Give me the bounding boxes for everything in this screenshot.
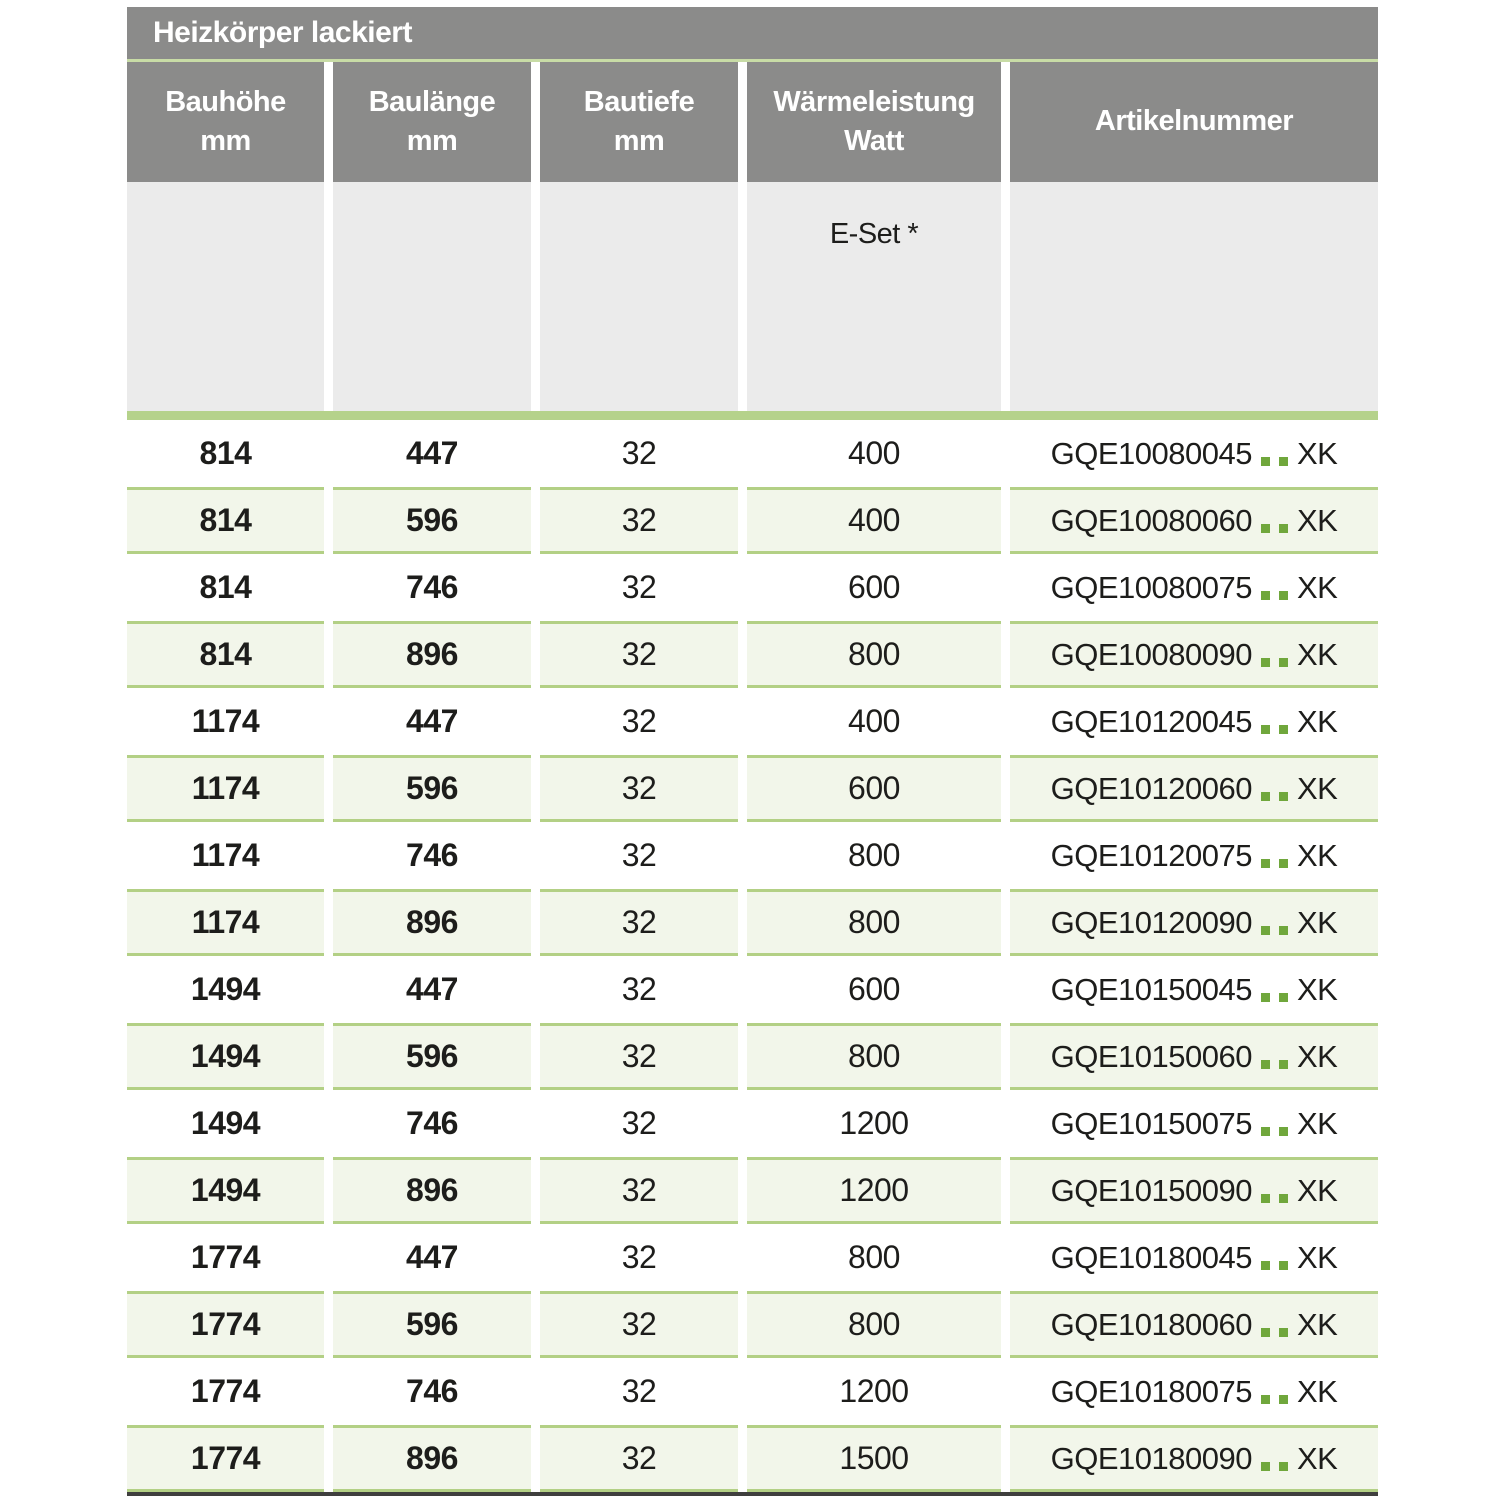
- column-header-baulaenge: [333, 62, 531, 182]
- column-header-bautiefe: [540, 62, 738, 182]
- column-header-artikelnummer: [1010, 62, 1378, 182]
- cell-artikelnummer: [1010, 889, 1378, 956]
- green-dot-icon: [1261, 1462, 1270, 1471]
- artikel-suffix: XK: [1296, 435, 1338, 471]
- artikel-suffix: XK: [1296, 1105, 1338, 1141]
- cell-artikelnummer: [1010, 554, 1378, 621]
- artikel-suffix: XK: [1296, 703, 1338, 739]
- artikel-suffix: XK: [1296, 1239, 1338, 1275]
- cell-baulaenge: 447: [333, 688, 531, 755]
- column-label: Bautiefe: [583, 85, 695, 118]
- cell-baulaenge: 746: [333, 1358, 531, 1425]
- green-dot-icon: [1279, 658, 1288, 667]
- green-dot-icon: [1261, 658, 1270, 667]
- table-row: [127, 822, 1378, 889]
- green-dot-icon: [1261, 1395, 1270, 1404]
- green-dot-icon: [1279, 591, 1288, 600]
- cell-artikelnummer: [1010, 1291, 1378, 1358]
- cell-artikelnummer: [1010, 1358, 1378, 1425]
- table-row: [127, 956, 1378, 1023]
- table-row: [127, 1291, 1378, 1358]
- artikel-prefix: GQE10080045: [1050, 435, 1252, 471]
- cell-artikelnummer: [1010, 1425, 1378, 1492]
- column-header-waermeleistung: [747, 62, 1001, 182]
- table-row: [127, 621, 1378, 688]
- artikel-placeholder-dots: [1261, 524, 1288, 533]
- table-row: [127, 1224, 1378, 1291]
- cell-baulaenge: 746: [333, 554, 531, 621]
- artikel-suffix: XK: [1296, 502, 1338, 538]
- green-dot-icon: [1261, 792, 1270, 801]
- table-row: [127, 487, 1378, 554]
- green-dot-icon: [1279, 725, 1288, 734]
- green-dot-icon: [1279, 1328, 1288, 1337]
- cell-bauhoehe: 1174: [127, 822, 324, 889]
- cell-bauhoehe: 1174: [127, 755, 324, 822]
- cell-bauhoehe: 814: [127, 487, 324, 554]
- green-dot-icon: [1279, 1462, 1288, 1471]
- artikel-suffix: XK: [1296, 1172, 1338, 1208]
- cell-baulaenge: 447: [333, 420, 531, 487]
- cell-bautiefe: 32: [540, 956, 738, 1023]
- artikel-suffix: XK: [1296, 569, 1338, 605]
- cell-watt: 800: [747, 1291, 1001, 1358]
- cell-baulaenge: 596: [333, 1291, 531, 1358]
- table-row: [127, 1358, 1378, 1425]
- cell-baulaenge: 896: [333, 621, 531, 688]
- cell-bautiefe: 32: [540, 1291, 738, 1358]
- cell-bauhoehe: 1494: [127, 1090, 324, 1157]
- artikel-suffix: XK: [1296, 1440, 1338, 1476]
- artikel-suffix: XK: [1296, 837, 1338, 873]
- subheader-cell-empty: [540, 182, 738, 411]
- cell-baulaenge: 896: [333, 1157, 531, 1224]
- green-dot-icon: [1279, 792, 1288, 801]
- cell-watt: 1200: [747, 1157, 1001, 1224]
- artikel-placeholder-dots: [1261, 658, 1288, 667]
- green-dot-icon: [1261, 1060, 1270, 1069]
- cell-baulaenge: 596: [333, 755, 531, 822]
- cell-watt: 800: [747, 889, 1001, 956]
- artikel-placeholder-dots: [1261, 1261, 1288, 1270]
- subheader-cell-empty: [1010, 182, 1378, 411]
- subheader-cell-eset: [747, 182, 1001, 411]
- artikel-suffix: XK: [1296, 636, 1338, 672]
- green-dot-icon: [1261, 457, 1270, 466]
- column-unit: mm: [200, 125, 251, 157]
- cell-baulaenge: 746: [333, 1090, 531, 1157]
- artikel-placeholder-dots: [1261, 1462, 1288, 1471]
- artikel-placeholder-dots: [1261, 725, 1288, 734]
- column-header-row: [127, 62, 1378, 182]
- artikel-placeholder-dots: [1261, 1328, 1288, 1337]
- subheader-row: [127, 182, 1378, 411]
- cell-bauhoehe: 1774: [127, 1425, 324, 1492]
- cell-bauhoehe: 814: [127, 554, 324, 621]
- artikel-prefix: GQE10120075: [1050, 837, 1252, 873]
- cell-bauhoehe: 1774: [127, 1358, 324, 1425]
- artikel-prefix: GQE10180075: [1050, 1373, 1252, 1409]
- cell-bauhoehe: 1774: [127, 1291, 324, 1358]
- green-dot-icon: [1279, 926, 1288, 935]
- table-row: [127, 755, 1378, 822]
- cell-bauhoehe: 1494: [127, 956, 324, 1023]
- green-dot-icon: [1261, 926, 1270, 935]
- cell-watt: 800: [747, 621, 1001, 688]
- cell-watt: 1200: [747, 1090, 1001, 1157]
- artikel-suffix: XK: [1296, 904, 1338, 940]
- green-dot-icon: [1261, 1328, 1270, 1337]
- table-row: [127, 1090, 1378, 1157]
- cell-bauhoehe: 1774: [127, 1224, 324, 1291]
- artikel-placeholder-dots: [1261, 1395, 1288, 1404]
- cell-bautiefe: 32: [540, 1157, 738, 1224]
- cell-bautiefe: 32: [540, 1358, 738, 1425]
- green-dot-icon: [1261, 1261, 1270, 1270]
- cell-bautiefe: 32: [540, 1090, 738, 1157]
- column-header-bauhoehe: [127, 62, 324, 182]
- artikel-prefix: GQE10080060: [1050, 502, 1252, 538]
- eset-label: E-Set *: [829, 218, 919, 250]
- cell-artikelnummer: [1010, 621, 1378, 688]
- column-unit: Watt: [844, 125, 904, 157]
- artikel-prefix: GQE10180090: [1050, 1440, 1252, 1476]
- table-row: [127, 1023, 1378, 1090]
- cell-bauhoehe: 1494: [127, 1157, 324, 1224]
- cell-artikelnummer: [1010, 688, 1378, 755]
- subheader-cell-empty: [127, 182, 324, 411]
- product-table: [127, 7, 1378, 1496]
- green-dot-icon: [1279, 859, 1288, 868]
- cell-baulaenge: 447: [333, 1224, 531, 1291]
- green-dot-icon: [1279, 457, 1288, 466]
- cell-bauhoehe: 1174: [127, 889, 324, 956]
- artikel-suffix: XK: [1296, 1306, 1338, 1342]
- cell-watt: 600: [747, 755, 1001, 822]
- artikel-placeholder-dots: [1261, 1194, 1288, 1203]
- artikel-suffix: XK: [1296, 971, 1338, 1007]
- table-row: [127, 554, 1378, 621]
- cell-bautiefe: 32: [540, 621, 738, 688]
- cell-watt: 800: [747, 1224, 1001, 1291]
- cell-baulaenge: 896: [333, 889, 531, 956]
- artikel-prefix: GQE10080090: [1050, 636, 1252, 672]
- cell-watt: 1500: [747, 1425, 1001, 1492]
- cell-bautiefe: 32: [540, 889, 738, 956]
- artikel-prefix: GQE10150060: [1050, 1038, 1252, 1074]
- cell-artikelnummer: [1010, 1224, 1378, 1291]
- cell-watt: 600: [747, 956, 1001, 1023]
- artikel-placeholder-dots: [1261, 993, 1288, 1002]
- cell-watt: 400: [747, 688, 1001, 755]
- artikel-prefix: GQE10180060: [1050, 1306, 1252, 1342]
- artikel-placeholder-dots: [1261, 926, 1288, 935]
- artikel-prefix: GQE10150090: [1050, 1172, 1252, 1208]
- green-dot-icon: [1279, 1194, 1288, 1203]
- green-dot-icon: [1261, 859, 1270, 868]
- cell-bauhoehe: 814: [127, 621, 324, 688]
- cell-bautiefe: 32: [540, 755, 738, 822]
- cell-baulaenge: 596: [333, 1023, 531, 1090]
- cell-baulaenge: 447: [333, 956, 531, 1023]
- artikel-prefix: GQE10120090: [1050, 904, 1252, 940]
- artikel-placeholder-dots: [1261, 792, 1288, 801]
- cell-watt: 1200: [747, 1358, 1001, 1425]
- artikel-prefix: GQE10150075: [1050, 1105, 1252, 1141]
- green-dot-icon: [1279, 524, 1288, 533]
- table-row: [127, 420, 1378, 487]
- cell-bautiefe: 32: [540, 554, 738, 621]
- table-row: [127, 1157, 1378, 1224]
- artikel-placeholder-dots: [1261, 1127, 1288, 1136]
- artikel-suffix: XK: [1296, 1373, 1338, 1409]
- artikel-prefix: GQE10180045: [1050, 1239, 1252, 1275]
- green-dot-icon: [1261, 1194, 1270, 1203]
- cell-watt: 600: [747, 554, 1001, 621]
- column-unit: mm: [613, 125, 665, 157]
- column-unit: mm: [406, 125, 458, 157]
- cell-bautiefe: 32: [540, 1224, 738, 1291]
- artikel-suffix: XK: [1296, 770, 1338, 806]
- green-dot-icon: [1279, 1261, 1288, 1270]
- cell-artikelnummer: [1010, 1023, 1378, 1090]
- green-dot-icon: [1279, 1127, 1288, 1136]
- artikel-placeholder-dots: [1261, 591, 1288, 600]
- cell-watt: 800: [747, 1023, 1001, 1090]
- green-dot-icon: [1261, 1127, 1270, 1136]
- table-body: [127, 420, 1378, 1492]
- cell-artikelnummer: [1010, 1157, 1378, 1224]
- artikel-placeholder-dots: [1261, 1060, 1288, 1069]
- green-dot-icon: [1261, 725, 1270, 734]
- green-dot-icon: [1279, 993, 1288, 1002]
- cell-artikelnummer: [1010, 755, 1378, 822]
- cell-baulaenge: 596: [333, 487, 531, 554]
- green-dot-icon: [1261, 591, 1270, 600]
- cell-bauhoehe: 1494: [127, 1023, 324, 1090]
- table-row: [127, 688, 1378, 755]
- cell-bauhoehe: 1174: [127, 688, 324, 755]
- artikel-prefix: GQE10120060: [1050, 770, 1252, 806]
- cell-bautiefe: 32: [540, 688, 738, 755]
- artikel-prefix: GQE10150045: [1050, 971, 1252, 1007]
- cell-watt: 800: [747, 822, 1001, 889]
- table-title: Heizkörper lackiert: [153, 16, 412, 49]
- green-dot-icon: [1279, 1395, 1288, 1404]
- table-title-bar: [127, 7, 1378, 62]
- cell-artikelnummer: [1010, 1090, 1378, 1157]
- artikel-prefix: GQE10080075: [1050, 569, 1252, 605]
- column-label: Artikelnummer: [1094, 105, 1294, 138]
- cell-bauhoehe: 814: [127, 420, 324, 487]
- cell-watt: 400: [747, 420, 1001, 487]
- cell-baulaenge: 746: [333, 822, 531, 889]
- cell-watt: 400: [747, 487, 1001, 554]
- table-row: [127, 1425, 1378, 1492]
- artikel-placeholder-dots: [1261, 457, 1288, 466]
- subheader-cell-empty: [333, 182, 531, 411]
- cell-artikelnummer: [1010, 487, 1378, 554]
- cell-bautiefe: 32: [540, 487, 738, 554]
- cell-artikelnummer: [1010, 822, 1378, 889]
- green-dot-icon: [1279, 1060, 1288, 1069]
- artikel-placeholder-dots: [1261, 859, 1288, 868]
- table-row: [127, 889, 1378, 956]
- column-label: Bauhöhe: [165, 85, 286, 118]
- table-bottom-border: [127, 1492, 1378, 1496]
- cell-artikelnummer: [1010, 956, 1378, 1023]
- column-label: Wärmeleistung: [773, 85, 975, 118]
- cell-bautiefe: 32: [540, 1425, 738, 1492]
- header-separator-bar: [127, 411, 1378, 420]
- column-label: Baulänge: [368, 85, 496, 118]
- cell-bautiefe: 32: [540, 822, 738, 889]
- artikel-prefix: GQE10120045: [1050, 703, 1252, 739]
- cell-bautiefe: 32: [540, 1023, 738, 1090]
- cell-baulaenge: 896: [333, 1425, 531, 1492]
- green-dot-icon: [1261, 524, 1270, 533]
- artikel-suffix: XK: [1296, 1038, 1338, 1074]
- cell-artikelnummer: [1010, 420, 1378, 487]
- cell-bautiefe: 32: [540, 420, 738, 487]
- green-dot-icon: [1261, 993, 1270, 1002]
